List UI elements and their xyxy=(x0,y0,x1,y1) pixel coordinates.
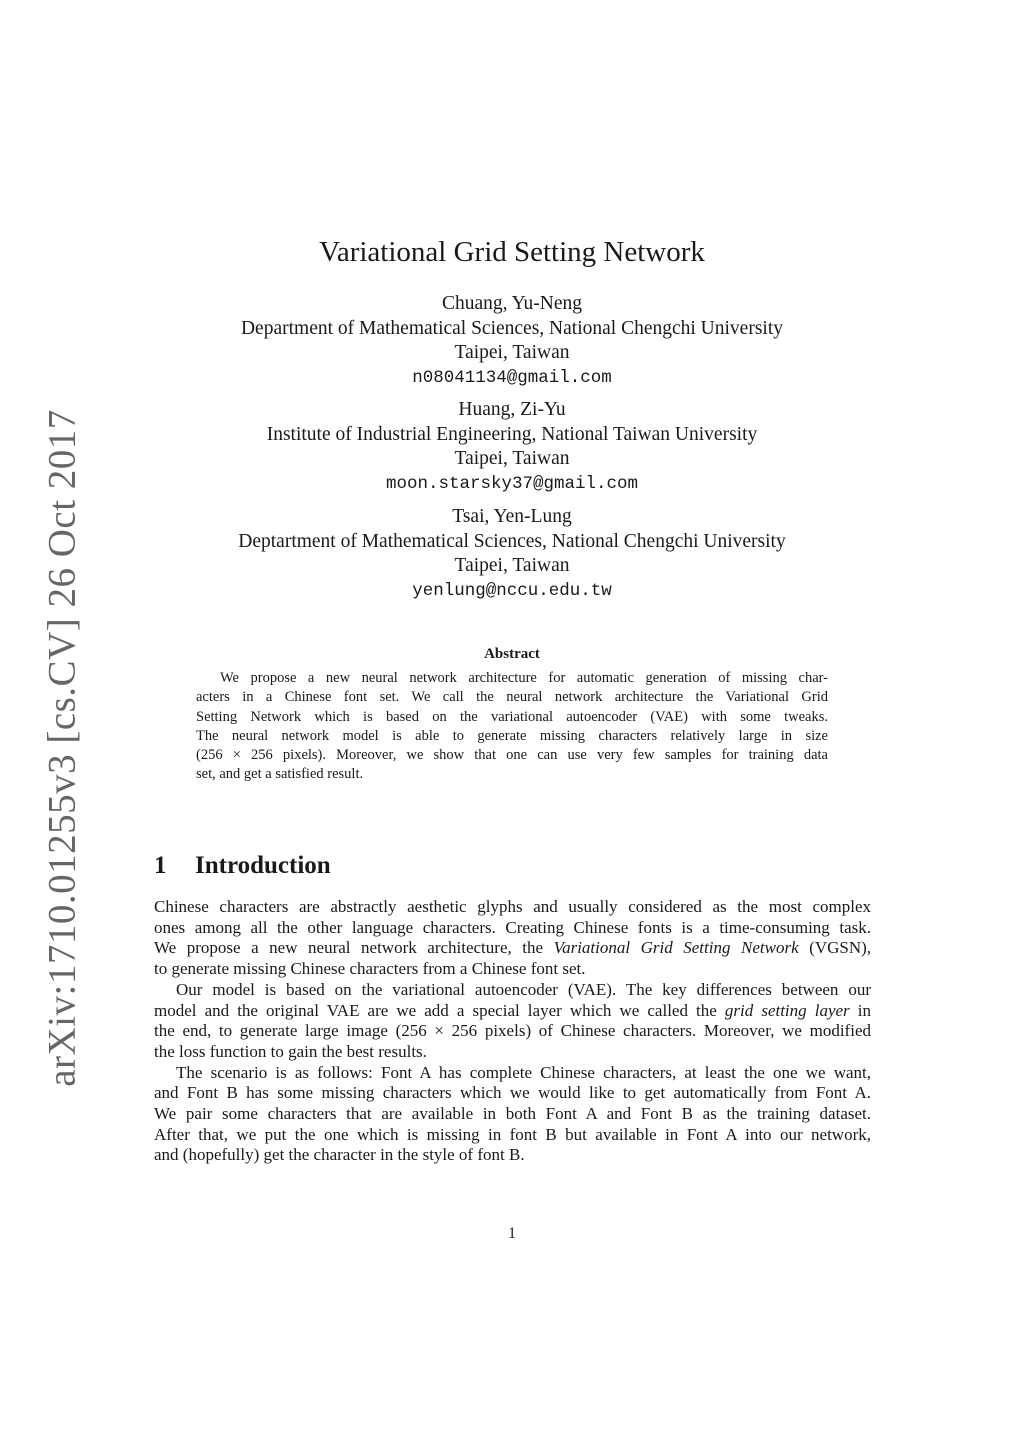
author-name: Tsai, Yen-Lung xyxy=(452,506,572,527)
author-block-3 xyxy=(0,505,1024,603)
line-text: We propose a new neural network architecture, the xyxy=(154,938,554,958)
paragraph-line: The scenario is as follows: Font A has complete Chinese characters, at least the one we want, xyxy=(176,1062,871,1082)
paragraph-line: and Font B has some missing characters which we would like to get automatically from Font A. xyxy=(154,1083,871,1103)
author-name: Chuang, Yu-Neng xyxy=(441,293,583,314)
paragraph-line: and (hopefully) get the character in the style of font B. xyxy=(154,1145,525,1165)
arxiv-identifier-stamp: arXiv:1710.01255v3 [cs.CV] 26 Oct 2017 xyxy=(40,409,84,1087)
page-number: 1 xyxy=(508,1225,516,1242)
line-text: model and the original VAE are we add a special layer which we called the xyxy=(154,1000,725,1020)
author-affiliation: Department of Mathematical Sciences, National Chengchi University xyxy=(240,317,784,339)
abstract-heading: Abstract xyxy=(484,646,540,662)
paragraph-line: ones among all the other language characters. Creating Chinese fonts is a time-consuming task. xyxy=(154,917,871,937)
author-block-2 xyxy=(0,398,1024,496)
method-name-emphasis: Variational Grid Setting Network xyxy=(553,938,799,958)
author-location: Taipei, Taiwan xyxy=(454,342,570,363)
section-number: 1 xyxy=(154,852,167,879)
abstract-body xyxy=(196,669,828,785)
paragraph-line: the end, to generate large image (256 × 256 pixels) of Chinese characters. Moreover, we modified xyxy=(154,1021,871,1041)
abstract-line: The neural network model is able to generate missing characters relatively large in size xyxy=(196,727,828,744)
author-email[interactable]: n08041134@gmail.com xyxy=(412,367,612,388)
author-location: Taipei, Taiwan xyxy=(454,555,570,576)
author-block-1 xyxy=(0,292,1024,390)
author-name: Huang, Zi-Yu xyxy=(458,399,566,420)
author-location: Taipei, Taiwan xyxy=(454,448,570,469)
grid-setting-layer-emphasis: grid setting layer xyxy=(724,1000,850,1020)
author-email[interactable]: moon.starsky37@gmail.com xyxy=(385,473,639,494)
paragraph-line: Our model is based on the variational autoencoder (VAE). The key differences between our xyxy=(176,979,871,999)
paragraph-line: the loss function to gain the best results. xyxy=(154,1041,427,1061)
line-text: (VGSN), xyxy=(798,938,872,958)
abstract-line: We propose a new neural network architecture for automatic generation of missing char- xyxy=(220,670,828,686)
abstract-line: (256 × 256 pixels). Moreover, we show that one can use very few samples for training data xyxy=(196,747,828,764)
introduction-body xyxy=(154,897,871,1166)
paragraph-line: After that, we put the one which is missing in font B but available in Font A into our network, xyxy=(154,1124,871,1144)
section-title: Introduction xyxy=(195,852,331,879)
abstract-line: acters in a Chinese font set. We call the neural network architecture the Variational Grid xyxy=(196,689,828,706)
paragraph-line: Chinese characters are abstractly aesthetic glyphs and usually considered as the most complex xyxy=(154,897,871,916)
abstract-line: set, and get a satisfied result. xyxy=(196,766,364,783)
author-affiliation: Institute of Industrial Engineering, National Taiwan University xyxy=(266,423,758,445)
section-heading-introduction xyxy=(154,850,331,882)
abstract-line: Setting Network which is based on the variational autoencoder (VAE) with some tweaks. xyxy=(196,708,828,725)
paragraph-line xyxy=(154,938,871,959)
author-email[interactable]: yenlung@nccu.edu.tw xyxy=(412,580,612,601)
paragraph-line: to generate missing Chinese characters from a Chinese font set. xyxy=(154,959,586,979)
paragraph-line: We pair some characters that are available in both Font A and Font B as the training dataset. xyxy=(154,1104,871,1124)
author-affiliation: Deptartment of Mathematical Sciences, National Chengchi University xyxy=(238,530,786,552)
paper-title: Variational Grid Setting Network xyxy=(319,236,705,268)
paragraph-line xyxy=(154,1001,871,1022)
line-text: in xyxy=(849,1000,871,1020)
